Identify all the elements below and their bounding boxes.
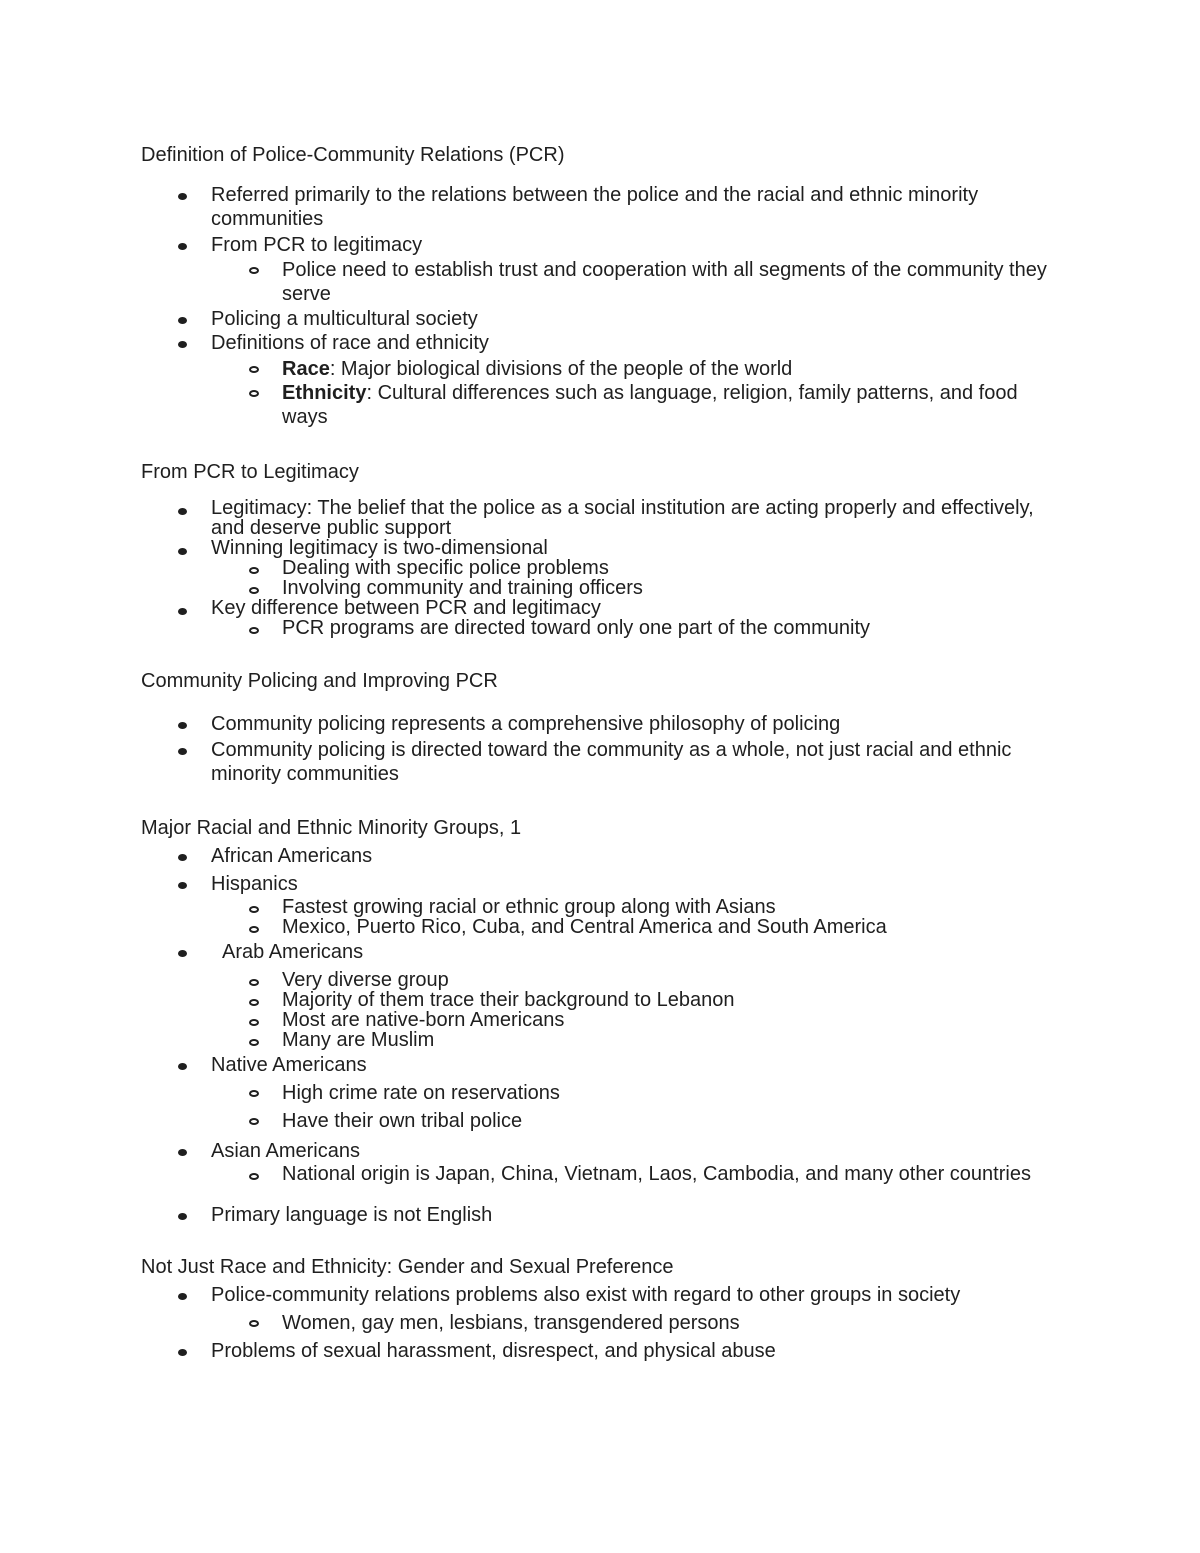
hollow-bullet-icon: [249, 1019, 259, 1026]
list-item: Definitions of race and ethnicity: [211, 331, 1051, 355]
list-item: Asian Americans: [211, 1139, 1051, 1163]
hollow-bullet-icon: [249, 1090, 259, 1097]
list-item: Race: Major biological divisions of the people of the world: [282, 357, 1052, 381]
list-item: PCR programs are directed toward only one part of the community: [282, 618, 1052, 638]
list-item: Ethnicity: Cultural differences such as language, religion, family patterns, and food ways: [282, 381, 1052, 429]
list-item: Mexico, Puerto Rico, Cuba, and Central America and South America: [282, 917, 1052, 937]
hollow-bullet-icon: [249, 999, 259, 1006]
list-item: High crime rate on reservations: [282, 1081, 1052, 1105]
filled-bullet-icon: [178, 341, 187, 348]
list-item: Involving community and training officers: [282, 578, 1052, 598]
section-heading: Major Racial and Ethnic Minority Groups, 1: [141, 817, 522, 839]
list-item: Native Americans: [211, 1053, 1051, 1077]
list-item: Legitimacy: The belief that the police as a social institution are acting properly and effectively, and deserve public support: [211, 498, 1051, 538]
hollow-bullet-icon: [249, 979, 259, 986]
list-item: National origin is Japan, China, Vietnam, Laos, Cambodia, and many other countries: [282, 1164, 1052, 1184]
list-item: Many are Muslim: [282, 1030, 1052, 1050]
filled-bullet-icon: [178, 548, 187, 555]
filled-bullet-icon: [178, 748, 187, 755]
list-item: Very diverse group: [282, 970, 1052, 990]
list-item: Community policing is directed toward the community as a whole, not just racial and ethnic minority communities: [211, 738, 1051, 786]
definition-term: Ethnicity: [282, 382, 367, 404]
filled-bullet-icon: [178, 950, 187, 957]
list-item: Hispanics: [211, 872, 1051, 896]
hollow-bullet-icon: [249, 627, 259, 634]
list-item: Fastest growing racial or ethnic group along with Asians: [282, 897, 1052, 917]
section-heading: Not Just Race and Ethnicity: Gender and Sexual Preference: [141, 1256, 674, 1278]
filled-bullet-icon: [178, 1213, 187, 1220]
list-item: Winning legitimacy is two-dimensional: [211, 538, 1051, 558]
hollow-bullet-icon: [249, 567, 259, 574]
filled-bullet-icon: [178, 1063, 187, 1070]
list-item: Referred primarily to the relations between the police and the racial and ethnic minority communities: [211, 183, 1051, 231]
list-item: From PCR to legitimacy: [211, 233, 1051, 257]
filled-bullet-icon: [178, 854, 187, 861]
list-item: Most are native-born Americans: [282, 1010, 1052, 1030]
list-item: Women, gay men, lesbians, transgendered persons: [282, 1311, 1052, 1335]
list-item: Dealing with specific police problems: [282, 558, 1052, 578]
hollow-bullet-icon: [249, 926, 259, 933]
list-item: Arab Americans: [211, 940, 1051, 964]
list-item: Policing a multicultural society: [211, 307, 1051, 331]
list-item: Police need to establish trust and cooperation with all segments of the community they serve: [282, 258, 1052, 306]
hollow-bullet-icon: [249, 1118, 259, 1125]
hollow-bullet-icon: [249, 587, 259, 594]
filled-bullet-icon: [178, 193, 187, 200]
list-item: Community policing represents a comprehensive philosophy of policing: [211, 712, 1051, 736]
filled-bullet-icon: [178, 317, 187, 324]
filled-bullet-icon: [178, 882, 187, 889]
filled-bullet-icon: [178, 1349, 187, 1356]
filled-bullet-icon: [178, 1293, 187, 1300]
hollow-bullet-icon: [249, 1320, 259, 1327]
filled-bullet-icon: [178, 722, 187, 729]
list-item: Problems of sexual harassment, disrespect, and physical abuse: [211, 1339, 1051, 1363]
filled-bullet-icon: [178, 608, 187, 615]
definition-term: Race: [282, 358, 330, 380]
filled-bullet-icon: [178, 508, 187, 515]
list-item: African Americans: [211, 844, 1051, 868]
hollow-bullet-icon: [249, 366, 259, 373]
filled-bullet-icon: [178, 243, 187, 250]
section-heading: From PCR to Legitimacy: [141, 461, 359, 483]
filled-bullet-icon: [178, 1149, 187, 1156]
list-item: Have their own tribal police: [282, 1109, 1052, 1133]
list-item: Key difference between PCR and legitimacy: [211, 598, 1051, 618]
section-heading: Community Policing and Improving PCR: [141, 670, 498, 692]
list-item: Majority of them trace their background to Lebanon: [282, 990, 1052, 1010]
hollow-bullet-icon: [249, 267, 259, 274]
list-item: Primary language is not English: [211, 1203, 1051, 1227]
hollow-bullet-icon: [249, 390, 259, 397]
list-item: Police-community relations problems also exist with regard to other groups in society: [211, 1283, 1051, 1307]
hollow-bullet-icon: [249, 1173, 259, 1180]
hollow-bullet-icon: [249, 906, 259, 913]
section-heading: Definition of Police-Community Relations (PCR): [141, 144, 565, 166]
hollow-bullet-icon: [249, 1039, 259, 1046]
